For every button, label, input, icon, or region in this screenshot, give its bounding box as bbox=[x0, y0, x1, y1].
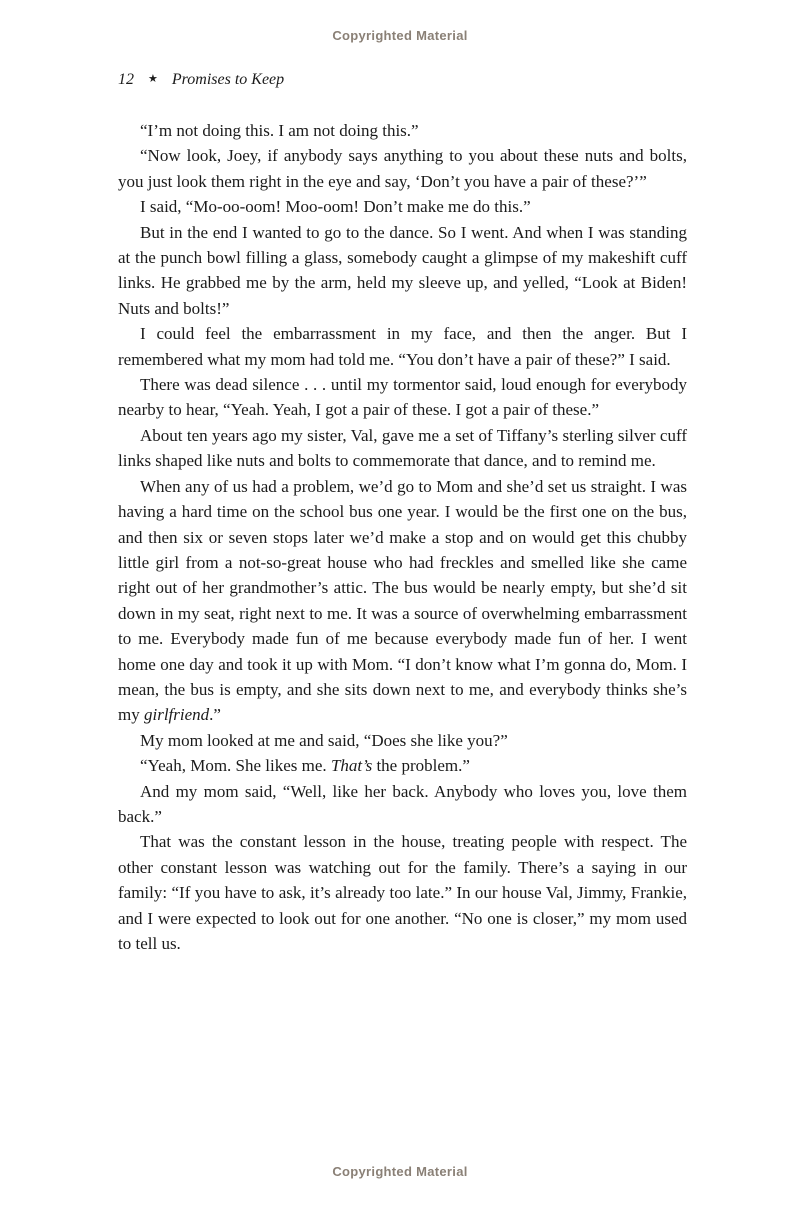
text-segment: I said, “Mo-oo-oom! Moo-oom! Don’t make me do this.” bbox=[140, 197, 531, 217]
star-icon: ★ bbox=[148, 73, 158, 85]
text-segment: “I’m not doing this. I am not doing this.” bbox=[140, 121, 419, 140]
paragraph bbox=[118, 143, 687, 194]
text-segment: And my mom said, “Well, like her back. Anybody who loves you, love them back.” bbox=[118, 781, 687, 826]
text-segment: But in the end I wanted to go to the dance. So I went. And when I was standing at the punch bowl filling a glass, somebody caught a glimpse of my makeshift cuff links. He grabbed me by the arm, held my sleeve up, and yelled, “Look at Biden! Nuts and bolts!” bbox=[118, 222, 687, 318]
book-title: Promises to Keep bbox=[171, 71, 285, 88]
text-segment: There was dead silence . . . until my tormentor said, loud enough for everybody nearby to hear, “Yeah. Yeah, I got a pair of these. I got a pair of these.” bbox=[118, 375, 687, 420]
body-text bbox=[118, 118, 687, 956]
paragraph bbox=[118, 321, 687, 372]
paragraph bbox=[118, 220, 687, 322]
emphasized-text: girlfriend bbox=[143, 705, 210, 725]
paragraph bbox=[118, 372, 687, 423]
text-segment: When any of us had a problem, we’d go to Mom and she’d set us straight. I was having a hard time on the school bus one year. I would be the first one on the bus, and then six or seven stops later we’d make a stop and on would get this chubby little girl from a not-so-great house who had freckles and smelled like she came right out of her grandmother’s attic. The bus would be nearly empty, but she’d sit down in my seat, right next to me. It was a source of overwhelming embarrassment to me. Everybody made fun of me because everybody made fun of her. I went home one day and took it up with Mom. “I don’t know what I’m gonna do, Mom. I mean, the bus is empty, and she sits down next to me, and everybody thinks she’s my bbox=[118, 476, 687, 725]
copyright-notice-bottom: Copyrighted Material bbox=[332, 1164, 468, 1179]
emphasized-text: That’s bbox=[330, 756, 373, 776]
text-segment: My mom looked at me and said, “Does she like you?” bbox=[140, 730, 508, 750]
text-segment: About ten years ago my sister, Val, gave me a set of Tiffany’s sterling silver cuff links shaped like nuts and bolts to commemorate that dance, and to remind me. bbox=[118, 425, 687, 471]
text-segment: That was the constant lesson in the house, treating people with respect. The other constant lesson was watching out for the family. There’s a saying in our family: “If you have to ask, it’s already too late.” In our house Val, Jimmy, Frankie, and I were expected to look out for one another. “No one is closer,” my mom used to tell us. bbox=[118, 832, 687, 953]
text-segment: “Now look, Joey, if anybody says anything to you about these nuts and bolts, you just look them right in the eye and say, ‘Don’t you have a pair of these?’” bbox=[118, 146, 687, 191]
paragraph bbox=[118, 728, 687, 753]
text-segment: the problem.” bbox=[372, 756, 470, 776]
paragraph bbox=[118, 194, 687, 219]
text-segment: I could feel the embarrassment in my face, and then the anger. But I remembered what my mom had told me. “You don’t have a pair of these?” I said. bbox=[118, 324, 687, 369]
text-segment: “Yeah, Mom. She likes me. bbox=[140, 756, 331, 776]
running-header bbox=[118, 71, 284, 89]
paragraph bbox=[118, 829, 687, 956]
page-number: 12 bbox=[118, 71, 134, 88]
paragraph bbox=[118, 118, 687, 143]
paragraph bbox=[118, 423, 687, 474]
paragraph bbox=[118, 474, 687, 728]
text-segment: .” bbox=[209, 705, 221, 725]
copyright-notice-top: Copyrighted Material bbox=[332, 28, 468, 43]
paragraph bbox=[118, 753, 687, 778]
paragraph bbox=[118, 779, 687, 830]
